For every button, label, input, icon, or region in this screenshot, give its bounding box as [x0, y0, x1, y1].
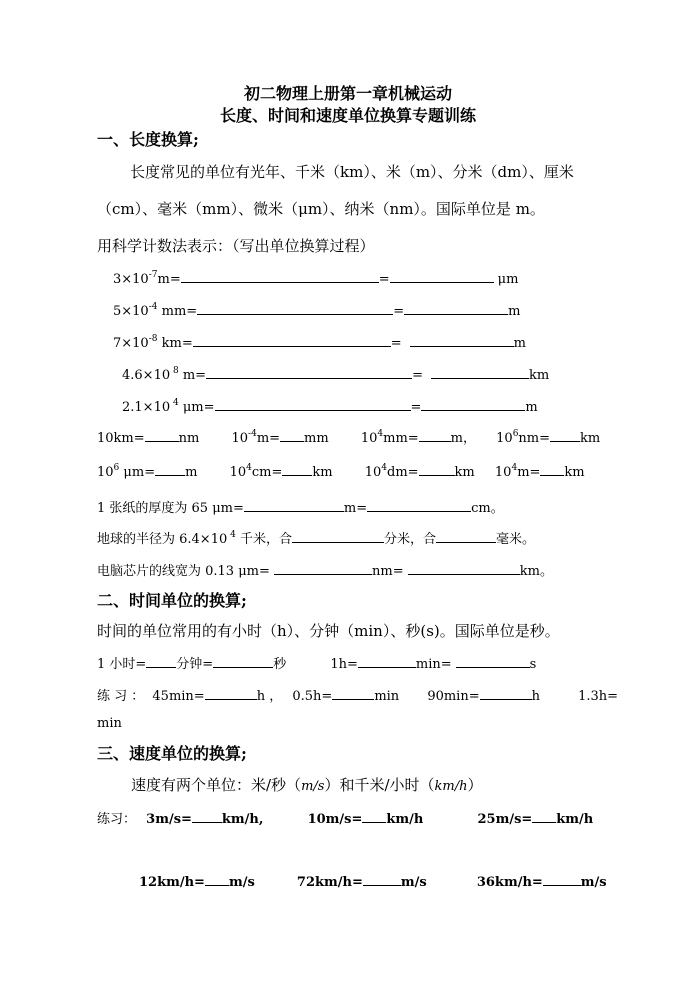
exercise-1: $3\times 10^{-7}m= = \mu m$	[113, 270, 519, 287]
answer-blank[interactable]	[155, 461, 185, 476]
section2-intro: 时间的单位常用的有小时（h）、分钟（min）、秒(s)。国际单位是秒。	[97, 622, 560, 640]
answer-blank[interactable]	[419, 427, 451, 442]
answer-blank[interactable]	[543, 871, 581, 886]
answer-blank[interactable]	[436, 528, 496, 543]
answer-blank[interactable]	[280, 427, 304, 442]
time-conversion: 1 小时= 分钟= 秒 1h= min= s	[97, 653, 536, 674]
title-line-2: 长度、时间和速度单位换算专题训练	[219, 106, 476, 125]
earth-radius: 地球的半径为 6.4×10 $^4$ 千米，合 分米，合 毫米。	[97, 530, 536, 547]
time-practice-wrap: min	[97, 716, 122, 731]
answer-blank[interactable]	[431, 364, 529, 379]
section2-heading: 二、时间单位的换算;	[97, 591, 247, 610]
answer-blank[interactable]	[244, 497, 344, 512]
answer-blank[interactable]	[145, 427, 179, 442]
answer-blank[interactable]	[215, 396, 411, 411]
time-practice: 练 习 ： 45min= h ， 0.5h= min 90min= h 1.3h=	[97, 685, 618, 706]
exercise-3: $7\times 10^{-8}$ km= = m	[113, 334, 526, 351]
section3-intro: 速度有两个单位：米/秒（m/s）和千米/小时（km/h）	[131, 776, 483, 794]
answer-blank[interactable]	[205, 685, 257, 700]
answer-blank[interactable]	[550, 427, 580, 442]
title-line-1: 初二物理上册第一章机械运动	[243, 84, 452, 103]
answer-blank[interactable]	[540, 461, 564, 476]
section1-intro-line1: 长度常见的单位有光年、千米（km）、米（m）、分米（dm）、厘米	[130, 163, 574, 181]
answer-blank[interactable]	[292, 528, 384, 543]
section3-heading: 三、速度单位的换算;	[97, 744, 247, 763]
speed-practice-row-2: 12km/h= m/s 72km/h= m/s 36km/h= m/s	[139, 871, 607, 892]
answer-blank[interactable]	[205, 871, 229, 886]
answer-blank[interactable]	[206, 364, 412, 379]
answer-blank[interactable]	[197, 300, 393, 315]
answer-blank[interactable]	[532, 808, 556, 823]
answer-blank[interactable]	[332, 685, 374, 700]
answer-blank[interactable]	[146, 653, 176, 668]
answer-blank[interactable]	[192, 808, 222, 823]
answer-blank[interactable]	[404, 300, 508, 315]
exercise-5: 2.1×10 $^4$ μm= = m	[122, 398, 538, 415]
length-row-1: 10km= nm $10^{-4}m=$ mm $10^4mm= m$， $10^6nm=$ km	[97, 429, 601, 446]
answer-blank[interactable]	[282, 461, 312, 476]
chip-line-width: 电脑芯片的线宽为 0.13 μm= nm= km。	[97, 560, 553, 581]
answer-blank[interactable]	[362, 808, 386, 823]
answer-blank[interactable]	[456, 653, 530, 668]
answer-blank[interactable]	[408, 560, 520, 575]
answer-blank[interactable]	[358, 653, 416, 668]
section1-intro-line2: （cm）、毫米（mm）、微米（μm）、纳米（nm）。国际单位是 m。	[97, 200, 545, 218]
answer-blank[interactable]	[480, 685, 532, 700]
speed-practice-row-1: 练习： 3m/s= km/h, 10m/s= km/h 25m/s= km/h	[97, 808, 593, 829]
section1-heading: 一、长度换算;	[97, 130, 199, 149]
answer-blank[interactable]	[363, 871, 401, 886]
answer-blank[interactable]	[181, 268, 379, 283]
answer-blank[interactable]	[213, 653, 273, 668]
answer-blank[interactable]	[421, 396, 525, 411]
length-row-2: $10^6$ μm= m $10^4cm=$ km $10^4dm=$ km $10^4m=$ km	[97, 463, 585, 480]
answer-blank[interactable]	[367, 497, 471, 512]
answer-blank[interactable]	[410, 332, 514, 347]
answer-blank[interactable]	[274, 560, 372, 575]
exercise-4: 4.6×10 $^8$ m= = km	[122, 366, 550, 383]
section1-instruction: 用科学计数法表示：（写出单位换算过程）	[97, 237, 375, 255]
paper-thickness: 1 张纸的厚度为 65 μm= m= cm。	[97, 497, 504, 518]
answer-blank[interactable]	[390, 268, 494, 283]
answer-blank[interactable]	[193, 332, 391, 347]
exercise-2: $5\times 10^{-4}$ mm= = m	[113, 302, 521, 319]
answer-blank[interactable]	[419, 461, 455, 476]
